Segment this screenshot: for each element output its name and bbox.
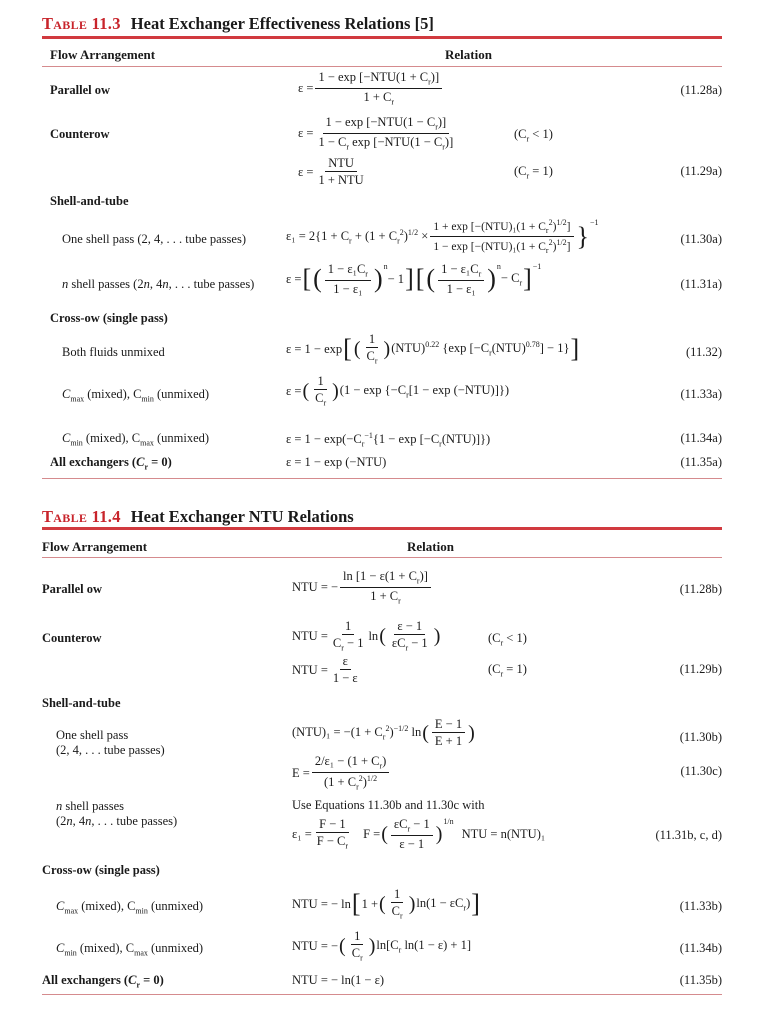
row-label-n-shell-passes: n shell passes (2n, 4n, . . . tube passes) (62, 277, 255, 291)
row-label-cmin-mixed: $C_{min}$ (mixed), $C_{max}$ (unmixed) (56, 941, 204, 958)
eq-number: (11.30a) (680, 232, 722, 246)
relation-counterflow-cr-lt-1: ε = $\frac{1 - \exp [-NTU(1 - C_r)]}{1 - C_r \exp [-NTU(1 - C_r)]}$ (298, 115, 454, 152)
title-rule (42, 36, 722, 39)
row-label-all-exchangers: All exchangers $(C_r = 0)$ (50, 455, 172, 472)
eq-number: (11.30b) (679, 730, 722, 744)
header-rule (42, 66, 722, 67)
relation-counterflow-cr-eq-1: ε = $\frac{\text{NTU}}{\text{1 + NTU}}$ (298, 156, 364, 188)
section-shell-and-tube: Shell-and-tube (42, 696, 121, 710)
title-rule (42, 527, 722, 530)
eq-number: (11.29a) (680, 164, 722, 178)
eq-number: (11.34a) (680, 431, 722, 445)
row-label-all-exchangers: All exchangers $(C_r = 0)$ (42, 973, 164, 990)
table-label: Table 11.3 (42, 14, 121, 33)
eq-number: (11.29b) (679, 662, 722, 676)
row-label-counterflow: Counterow (50, 127, 110, 141)
table-name: Heat Exchanger Effectiveness Relations [5] (130, 14, 434, 33)
eq-number: (11.33a) (680, 387, 722, 401)
section-shell-and-tube: Shell-and-tube (50, 194, 129, 208)
relation-11-30c: E = $\frac{2/\varepsilon_1 - (1 + C_r)}{(1 + C_r^2)^{1/2}}$ (292, 754, 391, 792)
section-cross-flow: Cross-ow (single pass) (50, 311, 168, 325)
col-header-flow: Flow Arrangement (42, 539, 148, 554)
bottom-rule (42, 994, 722, 995)
row-label-one-shell-pass: One shell pass (2, 4, . . . tube passes) (62, 232, 246, 246)
header-rule (42, 557, 722, 558)
row-label-n-shell-passes: n shell passes (56, 799, 125, 813)
eq-number: (11.28a) (680, 83, 722, 97)
row-label-cmax-mixed: $C_{max}$ (mixed), $C_{min}$ (unmixed) (62, 387, 210, 404)
relation-11-28a: ε = $\frac{1 - \exp [-NTU(1 + C_r)]}{1 + C_r}$ (298, 70, 444, 106)
relation-11-34b: NTU = − ( $\frac{1}{C_r}$ ) $\ln[C_r$ ln(1 − ε) + 1] (292, 929, 471, 963)
condition: $(C_r = 1)$ (488, 662, 527, 679)
use-equations-note: Use Equations 11.30b and 11.30c with (292, 798, 485, 812)
eq-number: (11.31b, c, d) (655, 828, 722, 842)
relation-counterflow-cr-lt-1: NTU = $\frac{1}{C_r - 1}$ ln ( $\frac{\varepsilon - 1}{\varepsilon C_r - 1}$ ) (292, 619, 441, 653)
col-header-flow: Flow Arrangement (50, 47, 156, 62)
row-label-cmax-mixed: $C_{max}$ (mixed), $C_{min}$ (unmixed) (56, 899, 204, 916)
relation-11-32: ε = 1 − exp [ ( $\frac{1}{C_r}$ ) (NTU)$^{0.22}$ {exp $[-C_r(NTU)^{0.78}] - 1$} ] (286, 332, 580, 366)
relation-11-30a: $\varepsilon_1 = 2\{1 + C_r + (1 + C_r^2)^{1/2}$ × $\frac{1 + \exp [-(NTU)_1(1 + C_r^2)^{1/2}]}{1 - \exp [-(NTU)_1(1 + C_r^2)^{1/2}]}$ } $^{-1}$ (286, 218, 599, 256)
table-title (42, 507, 354, 527)
relation-11-35a: ε = 1 − exp (−NTU) (286, 455, 387, 469)
row-label-both-unmixed: Both fluids unmixed (62, 345, 165, 359)
condition: $(C_r < 1)$ (488, 631, 527, 648)
table-11-4 (0, 497, 768, 1024)
condition: $(C_r = 1)$ (514, 164, 553, 181)
table-label: Table 11.4 (42, 507, 121, 526)
eq-number: (11.33b) (679, 899, 722, 913)
relation-11-34a: $\varepsilon = 1 - \exp(-C_r^{-1}\{1 - \exp [-C_r(NTU)]\})$ (286, 431, 491, 449)
table-name: Heat Exchanger NTU Relations (130, 507, 354, 526)
eq-number: (11.32) (686, 345, 722, 359)
relation-11-30b: $(NTU)_1 = -(1 + C_r^2)^{-1/2}$ ln ( $\frac{E - 1}{E + 1}$ ) (292, 717, 475, 749)
relation-11-28b: NTU = − $\frac{\ln [1 - \varepsilon(1 + C_r)]}{1 + C_r}$ (292, 569, 433, 605)
row-label-one-shell-pass: One shell pass (56, 728, 129, 742)
row-label-counterflow: Counterow (42, 631, 102, 645)
row-label-cmin-mixed: $C_{min}$ (mixed), $C_{max}$ (unmixed) (62, 431, 210, 448)
eq-number: (11.30c) (680, 764, 722, 778)
col-header-relation: Relation (407, 539, 454, 554)
eq-number: (11.28b) (679, 582, 722, 596)
relation-11-31a: ε = [ ( $\frac{1 - \varepsilon_1C_r}{\text{1 − ε₁}}$ ) $^n$ − 1 ] [ ( $\frac{1 - \varepsilon_1C_r}{\text{1 − ε₁}}$ ) $^n$ − $C_r$ ] $^{-1}$ (286, 262, 542, 296)
relation-counterflow-cr-eq-1: NTU = $\frac{\varepsilon}{1 - \varepsilon}$ (292, 654, 358, 686)
table-title (42, 14, 434, 34)
relation-11-33a: ε = ( $\frac{1}{C_r}$ ) $(1 - \exp \{-C_r[1 - \exp (-NTU)]\})$ (286, 374, 510, 408)
eq-number: (11.34b) (679, 941, 722, 955)
row-label-n-shell-passes-detail: (2n, 4n, . . . tube passes) (56, 814, 178, 828)
row-label-parallel: Parallel ow (50, 83, 111, 97)
bottom-rule (42, 478, 722, 479)
eq-number: (11.35a) (680, 455, 722, 469)
row-label-parallel: Parallel ow (42, 582, 103, 596)
eq-number: (11.35b) (679, 973, 722, 987)
col-header-relation: Relation (445, 47, 492, 62)
section-cross-flow: Cross-ow (single pass) (42, 863, 160, 877)
row-label-one-shell-pass-detail: (2, 4, . . . tube passes) (56, 743, 165, 757)
relation-11-33b: NTU = − ln [ 1 + ( $\frac{1}{C_r}$ ) $\ln(1 - \varepsilon C_r)$ ] (292, 887, 480, 921)
table-11-3 (0, 0, 768, 490)
relation-11-31bcd: ε₁ = $\frac{F - 1}{F - C_r}$ F = ( $\frac{\varepsilon C_r - 1}{\varepsilon - 1}$ ) $^{1/n}$ NTU = n(NTU)₁ (292, 817, 546, 851)
eq-number: (11.31a) (680, 277, 722, 291)
condition: $(C_r < 1)$ (514, 127, 553, 144)
relation-11-35b: NTU = − ln(1 − ε) (292, 973, 385, 987)
